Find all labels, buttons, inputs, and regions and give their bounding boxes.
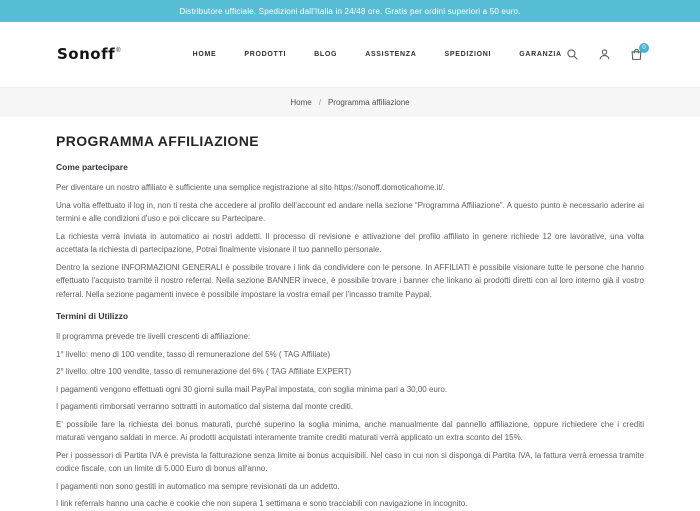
- paragraph: Il programma prevede tre livelli crescenti di affiliazione:: [56, 332, 251, 341]
- paragraph: La richiesta verrà inviata in automatico ai nostri addetti. Il processo di revisione e attivazione del profilo affiliato in genere richiede 12 ore lavorative, una volta accettata la richiesta di partecipazione, Potrai finalmente visionare il tuo pannello personale.: [56, 231, 644, 254]
- paragraph: 1° livello: meno di 100 vendite, tasso di remunerazione del 5% ( TAG Affiliate): [56, 349, 331, 359]
- site-header: [0, 22, 700, 87]
- nav-item-prodotti[interactable]: PRODOTTI: [244, 51, 287, 58]
- logo-text: Sonoff: [57, 45, 116, 63]
- nav-item-blog[interactable]: BLOG: [314, 51, 338, 58]
- page-title: PROGRAMMA AFFILIAZIONE: [56, 133, 259, 149]
- nav-item-home[interactable]: HOME: [192, 51, 217, 58]
- main-nav: [193, 51, 562, 58]
- cart-count-badge: 0: [639, 43, 649, 53]
- section-heading-termini-di-utilizzo: Termini di Utilizzo: [56, 311, 129, 321]
- breadcrumb-current: Programma affiliazione: [327, 98, 410, 107]
- logo[interactable]: [57, 47, 121, 62]
- paragraph: I pagamenti vengono effettuati ogni 30 giorni sulla mail PayPal impostata, con soglia minima pari a 30,00 euro.: [56, 384, 448, 394]
- paragraph: Una volta effettuato il log in, non ti resta che accedere al profilo dell'account ed andare nella sezione “Programma Affiliazione”. A questo punto è necessario aderire ai termini e alle condizioni d'uso e poi cliccare su Partecipare.: [56, 200, 644, 223]
- breadcrumb-separator: /: [318, 98, 321, 107]
- paragraph: E' possibile fare la richiesta dei bonus maturati, purché superino la soglia minima, anche manualmente dal pannello affiliazione, oppure richiedere che i crediti maturati vengano saldati in merce. Ai prodotti acquistati interamente tramite crediti maturati verrà applicato un extra sconto del 15%.: [56, 419, 644, 442]
- section-heading-come-partecipare: Come partecipare: [56, 162, 128, 172]
- paragraph: Per i possessori di Partita IVA è prevista la fatturazione senza limite ai bonus acquisibili. Nel caso in cui non si disponga di Partita IVA, la fattura verrà emessa tramite codice fiscale, con un limite di 5.000 Euro di bonus all'anno.: [56, 450, 644, 473]
- paragraph: I pagamenti non sono gestiti in automatico ma sempre revisionati da un addetto.: [56, 481, 340, 491]
- paragraph: Dentro la sezione INFORMAZIONI GENERALI è possibile trovare i link da condividere con le persone. In AFFILIATI è possibile visionare tutte le persone che hanno effettuato l'acquisto tramite il nostro referral. Nella sezione BANNER invece, è possibile trovare i banner che linkano ai prodotti diretti con al loro interno già il vostro referral. Nella sezione pagamenti invece è possibile impostare la vostra email per l'incasso tramite Paypal.: [56, 262, 644, 299]
- paragraph: I pagamenti rimborsati verranno sottratti in automatico dal sistema dal monte crediti.: [56, 402, 354, 411]
- breadcrumb: [0, 87, 700, 117]
- search-icon[interactable]: [566, 48, 579, 61]
- nav-item-spedizioni[interactable]: SPEDIZIONI: [444, 51, 492, 58]
- nav-item-garanzia[interactable]: GARANZIA: [519, 51, 562, 58]
- announcement-bar: [0, 0, 700, 22]
- paragraph: 2° livello: oltre 100 vendite, tasso di remunerazione del 6% ( TAG Affiliate EXPERT): [56, 367, 352, 376]
- cart-icon[interactable]: [630, 45, 646, 61]
- paragraph: I link referrals hanno una cache e cookie che non supera 1 settimana e sono tracciabili con navigazione in incognito.: [56, 499, 468, 508]
- registered-mark: ®: [116, 48, 121, 54]
- nav-item-assistenza[interactable]: ASSISTENZA: [365, 51, 417, 58]
- breadcrumb-home[interactable]: Home: [290, 98, 312, 107]
- paragraph: Per diventare un nostro affiliato è sufficiente una semplice registrazione al sito https://sonoff.domoticahome.it/.: [56, 183, 446, 192]
- header-icons: [566, 45, 646, 61]
- user-icon[interactable]: [598, 48, 611, 61]
- main-content: [56, 117, 644, 511]
- announcement-text: Distributore ufficiale. Spedizioni dall'Italia in 24/48 ore. Gratis per ordini superiori a 50 euro.: [179, 7, 521, 16]
